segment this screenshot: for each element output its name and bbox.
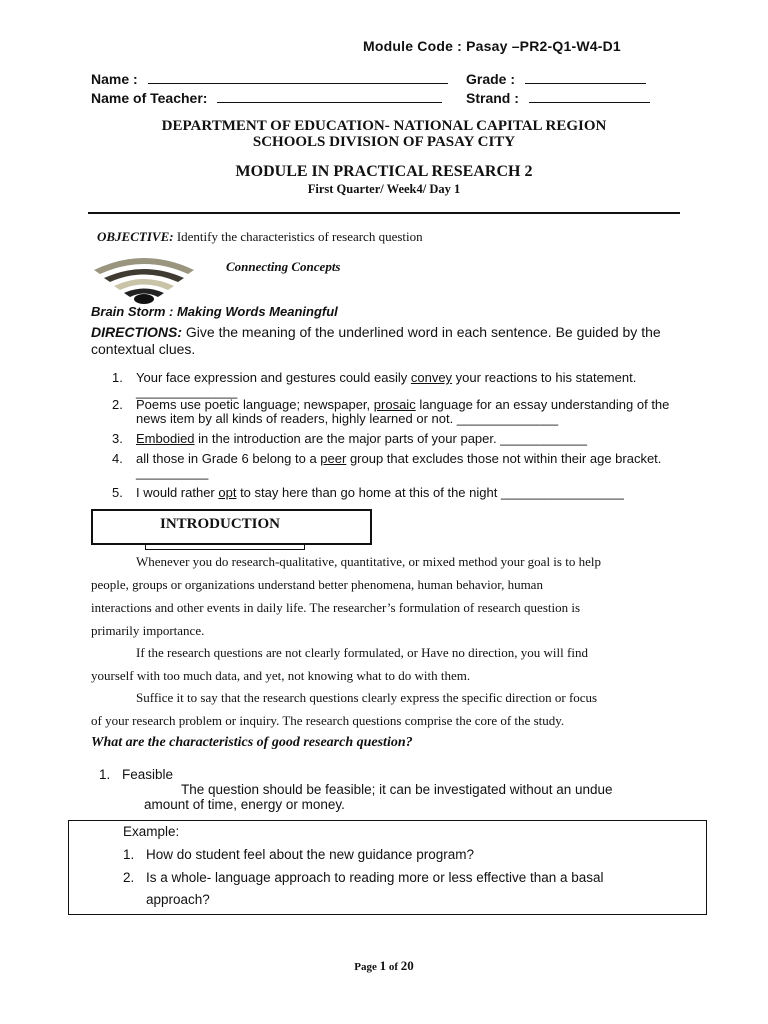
wifi-signal-icon xyxy=(90,252,198,304)
item-number: 2. xyxy=(112,397,123,412)
feasible-line-2: amount of time, energy or money. xyxy=(144,797,345,812)
strand-blank[interactable] xyxy=(529,91,650,103)
underlined-word: opt xyxy=(218,485,237,500)
intro-paragraph-3: Suffice it to say that the research questions clearly express the specific direction or focus of your research problem or inquiry. The research questions comprise the core of the study. xyxy=(91,690,598,728)
feasible-number: 1. xyxy=(99,767,111,782)
module-code: Module Code : Pasay –PR2-Q1-W4-D1 xyxy=(363,38,621,54)
strand-field[interactable] xyxy=(466,90,650,106)
item-text: all those in Grade 6 belong to a peer group that excludes those not within their age bracket. __________ xyxy=(136,451,662,480)
item-text: Embodied in the introduction are the major parts of your paper. ____________ xyxy=(136,431,587,446)
grade-label: Grade : xyxy=(466,71,516,87)
underlined-word: prosaic xyxy=(373,397,416,412)
module-title: MODULE IN PRACTICAL RESEARCH 2 xyxy=(235,163,533,180)
directions-text: Give the meaning of the underlined word in each sentence. Be guided by the contextual clues. xyxy=(91,324,661,357)
teacher-label: Name of Teacher: xyxy=(91,90,208,106)
item-number: 5. xyxy=(112,485,123,500)
underlined-word: peer xyxy=(320,451,347,466)
underlined-word: convey xyxy=(410,370,453,385)
page-number: Page 1 of 20 xyxy=(354,958,414,973)
example-item-continuation: approach? xyxy=(146,892,210,907)
strand-label: Strand : xyxy=(466,90,519,106)
directions xyxy=(91,324,691,358)
grade-blank[interactable] xyxy=(525,72,646,84)
example-item-text: How do student feel about the new guidance program? xyxy=(146,847,474,862)
underlined-word: Embodied xyxy=(136,431,195,446)
item-text: I would rather opt to stay here than go home at this of the night _________________ xyxy=(136,485,624,500)
objective xyxy=(97,229,423,245)
section-question: What are the characteristics of good research question? xyxy=(91,735,413,750)
list-item xyxy=(112,452,687,482)
feasible-title: Feasible xyxy=(122,767,174,782)
name-field[interactable] xyxy=(91,71,448,87)
intro-paragraph-2: If the research questions are not clearly formulated, or Have no direction, you will find yourself with too much data, and yet, not knowing what to do with them. xyxy=(91,645,588,683)
directions-label: DIRECTIONS: xyxy=(91,324,182,340)
example-item-number: 2. xyxy=(123,870,135,885)
teacher-field[interactable] xyxy=(91,90,442,106)
name-label: Name : xyxy=(91,71,138,87)
feasible-line-1: The question should be feasible; it can be investigated without an undue xyxy=(181,782,613,797)
objective-text: Identify the characteristics of research question xyxy=(173,229,423,244)
item-text: Poems use poetic language; newspaper, prosaic language for an essay understanding of the news item by all kinds of readers, highly learned or not. ______________ xyxy=(136,397,670,426)
intro-paragraph-1: Whenever you do research-qualitative, quantitative, or mixed method your goal is to help people, groups or organizations understand better phenomena, human behavior, human interactions and other events in daily life. The researcher’s formulation of research question is primarily importance. xyxy=(91,554,601,638)
introduction-heading: INTRODUCTION xyxy=(160,516,281,532)
module-subtitle: First Quarter/ Week4/ Day 1 xyxy=(307,182,461,196)
example-label: Example: xyxy=(123,824,180,839)
item-number: 4. xyxy=(112,451,123,466)
answer-blank[interactable]: ______________ xyxy=(136,384,238,399)
name-blank[interactable] xyxy=(148,72,448,84)
department-line: DEPARTMENT OF EDUCATION- NATIONAL CAPITAL REGION xyxy=(161,118,607,134)
division-line: SCHOOLS DIVISION OF PASAY CITY xyxy=(252,134,516,150)
objective-label: OBJECTIVE: xyxy=(97,229,174,244)
title-divider xyxy=(88,212,680,214)
example-item-text: Is a whole- language approach to reading more or less effective than a basal xyxy=(146,870,604,885)
teacher-blank[interactable] xyxy=(217,91,442,103)
item-number: 3. xyxy=(112,431,123,446)
item-text: Your face expression and gestures could easily convey your reactions to his statement. ______________ xyxy=(136,370,637,399)
grade-field[interactable] xyxy=(466,71,646,87)
department-heading xyxy=(0,118,768,150)
list-item xyxy=(112,398,687,428)
answer-blank[interactable]: __________ xyxy=(136,465,209,480)
item-number: 1. xyxy=(112,370,123,385)
brainstorm-title: Brain Storm : Making Words Meaningful xyxy=(91,304,338,319)
example-item-number: 1. xyxy=(123,847,135,862)
connecting-concepts-label: Connecting Concepts xyxy=(226,259,341,274)
